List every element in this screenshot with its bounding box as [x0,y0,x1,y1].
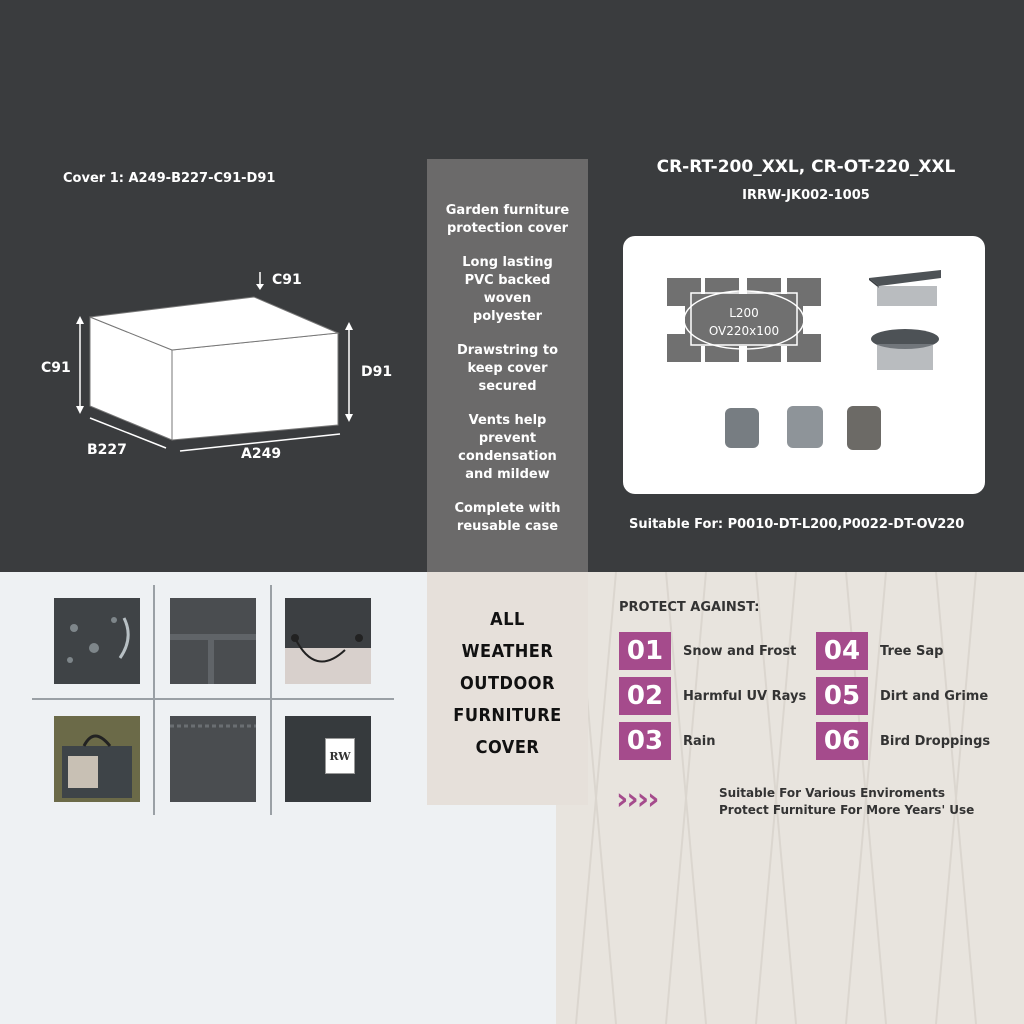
note-line-2: Protect Furniture For More Years' Use [719,803,975,817]
cover-dimensions-label: Cover 1: A249-B227-C91-D91 [63,171,276,186]
cover-title-line: FURNITURE [453,705,562,726]
cover-title-line: COVER [475,737,540,758]
protect-number: 03 [619,722,671,760]
right-dimension-label: D91 [361,364,393,380]
product-card [623,236,985,494]
brand-logo: RW [325,738,355,774]
protect-number: 01 [619,632,671,670]
protect-label: Snow and Frost [683,644,797,659]
feature-item: Complete with reusable case [454,501,561,534]
furniture-illustration [623,236,985,494]
grid-divider [270,585,272,815]
note-line-1: Suitable For Various Enviroments [719,786,945,800]
table-size-1: L200 [729,306,759,320]
feature-item: Vents help prevent condensation and mildew [458,413,557,482]
top-dimension-label: C91 [272,272,302,288]
protect-number: 05 [816,677,868,715]
protect-label: Dirt and Grime [880,689,989,704]
logo-label-photo [285,716,371,802]
cover-title-line: WEATHER [461,641,554,662]
cover-title-line: OUTDOOR [460,673,555,694]
feature-item: Long lasting PVC backed woven polyester [462,255,553,324]
protect-label: Tree Sap [880,644,944,659]
grid-divider [32,698,394,700]
protect-heading: PROTECT AGAINST: [619,600,760,615]
left-dimension-label: C91 [41,360,71,376]
table-size-2: OV220x100 [708,324,780,338]
protect-number: 04 [816,632,868,670]
drawstring-photo [285,598,371,684]
storage-bag-photo [54,716,140,802]
protect-label: Harmful UV Rays [683,689,807,704]
features-list [427,202,588,552]
grid-divider [153,585,155,815]
protect-number: 06 [816,722,868,760]
chevron-right-icon: ›››› [616,782,658,817]
cover-title [427,604,588,764]
seam-photo [170,598,256,684]
waterproof-photo [54,598,140,684]
a-dimension-label: A249 [241,446,282,462]
b-dimension-label: B227 [87,442,127,458]
stitching-photo [170,716,256,802]
cover-title-line: ALL [490,609,525,630]
protect-label: Bird Droppings [880,734,991,749]
product-sku: IRRW-JK002-1005 [742,188,870,203]
protect-number: 02 [619,677,671,715]
suitable-for: Suitable For: P0010-DT-L200,P0022-DT-OV220 [629,517,965,532]
product-codes: CR-RT-200_XXL, CR-OT-220_XXL [656,157,956,177]
feature-item: Garden furniture protection cover [445,203,570,236]
feature-item: Drawstring to keep cover secured [456,343,559,394]
protect-label: Rain [683,734,716,749]
